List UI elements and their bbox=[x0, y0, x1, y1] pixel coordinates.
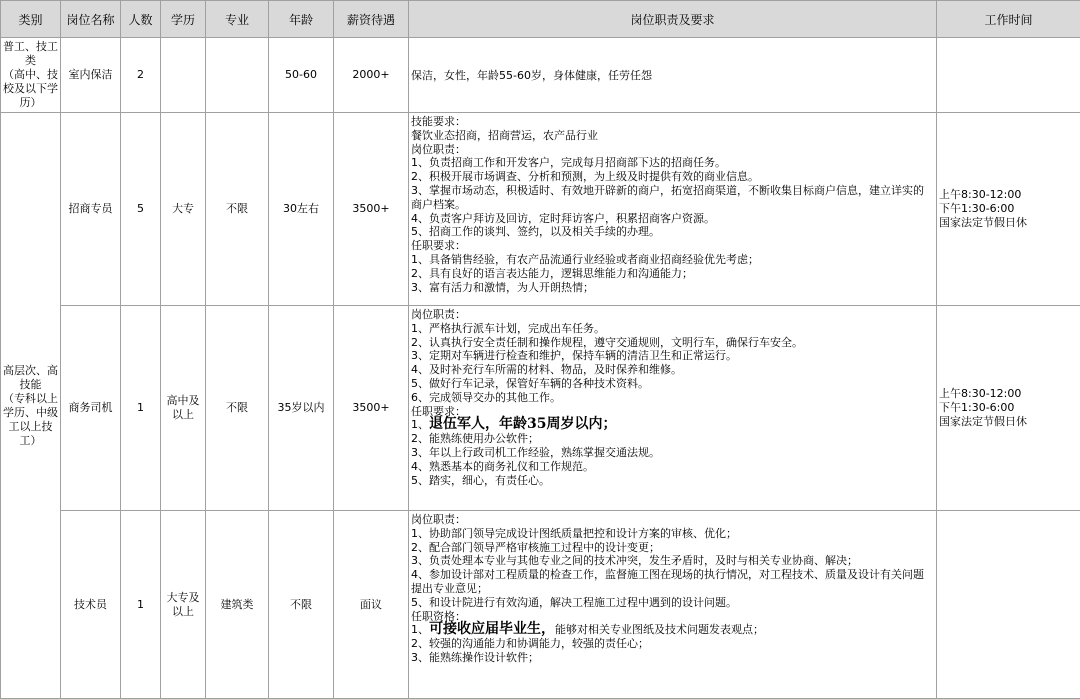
major-cell: 不限 bbox=[206, 306, 269, 511]
duty-line: 餐饮业态招商，招商营运，农产品行业 bbox=[411, 128, 598, 142]
position-cell: 招商专员 bbox=[61, 113, 121, 306]
hours-line: 下午1:30-6:00 bbox=[939, 202, 1015, 215]
header-hours: 工作时间 bbox=[937, 1, 1080, 38]
header-duties: 岗位职责及要求 bbox=[409, 1, 937, 38]
duty-line: 3、年以上行政司机工作经验，熟练掌握交通法规。 bbox=[411, 445, 660, 459]
duty-line: 4、及时补充行车所需的材料、物品，及时保养和维修。 bbox=[411, 363, 682, 377]
education-cell bbox=[161, 38, 206, 113]
hours-cell bbox=[937, 306, 1080, 511]
duty-line: 2、能熟练使用办公软件； bbox=[411, 432, 539, 446]
duty-line: 保洁，女性，年龄55-60岁，身体健康，任劳任怨 bbox=[411, 69, 652, 83]
age-cell: 30左右 bbox=[269, 113, 334, 306]
duty-line: 任职要求： bbox=[411, 404, 466, 418]
duty-line: 岗位职责： bbox=[411, 142, 466, 156]
duty-line: 任职要求： bbox=[411, 239, 466, 253]
count-cell: 1 bbox=[121, 511, 161, 699]
education-cell: 大专 bbox=[161, 113, 206, 306]
header-row bbox=[1, 1, 1080, 38]
position-cell: 商务司机 bbox=[61, 306, 121, 511]
major-cell bbox=[206, 38, 269, 113]
duty-line: 3、掌握市场动态，积极适时、有效地开辟新的商户，拓宽招商渠道，不断收集目标商户信息，建立详实的商户档案。 bbox=[411, 183, 924, 211]
education-cell: 高中及以上 bbox=[161, 306, 206, 511]
duty-line: 岗位职责： bbox=[411, 513, 466, 526]
hours-line: 下午1:30-6:00 bbox=[939, 401, 1015, 414]
salary-cell: 面议 bbox=[334, 511, 409, 699]
duty-line: 1、可接收应届毕业生，能够对相关专业图纸及技术问题发表观点； bbox=[411, 621, 764, 638]
header-age: 年龄 bbox=[269, 1, 334, 38]
table-row bbox=[1, 113, 1080, 306]
hours-line: 上午8:30-12:00 bbox=[939, 188, 1022, 201]
duty-line: 4、负责客户拜访及回访，定时拜访客户，积累招商客户资源。 bbox=[411, 211, 715, 225]
duty-line: 2、积极开展市场调查、分析和预测，为上级及时提供有效的商业信息。 bbox=[411, 170, 759, 184]
duty-line: 1、负责招商工作和开发客户，完成每月招商部下达的招商任务。 bbox=[411, 156, 726, 170]
education-cell: 大专及以上 bbox=[161, 511, 206, 699]
header-education: 学历 bbox=[161, 1, 206, 38]
table-row bbox=[1, 511, 1080, 699]
duty-line: 1、具备销售经验，有农产品流通行业经验或者商业招商经验优先考虑； bbox=[411, 252, 759, 266]
duty-line: 1、退伍军人，年龄35周岁以内； bbox=[411, 416, 617, 433]
duty-line: 5、做好行车记录，保管好车辆的各种技术资料。 bbox=[411, 376, 649, 390]
major-cell: 不限 bbox=[206, 113, 269, 306]
table-row bbox=[1, 38, 1080, 113]
duty-line: 3、负责处理本专业与其他专业之间的技术冲突，发生矛盾时，及时与相关专业协商、解决； bbox=[411, 554, 858, 568]
hours-line: 国家法定节假日休 bbox=[939, 415, 1027, 428]
header-major: 专业 bbox=[206, 1, 269, 38]
duty-line: 2、配合部门领导严格审核施工过程中的设计变更； bbox=[411, 540, 660, 554]
count-cell: 2 bbox=[121, 38, 161, 113]
duty-line: 2、具有良好的语言表达能力，逻辑思维能力和沟通能力； bbox=[411, 266, 693, 280]
count-cell: 5 bbox=[121, 113, 161, 306]
duty-line: 岗位职责： bbox=[411, 308, 466, 321]
salary-cell: 3500+ bbox=[334, 113, 409, 306]
duty-line: 4、熟悉基本的商务礼仪和工作规范。 bbox=[411, 459, 594, 473]
duty-line: 4、参加设计部对工程质量的检查工作，监督施工图在现场的执行情况，对工程技术、质量及设计有关问题提出专业意见； bbox=[411, 568, 924, 595]
duty-line: 1、协助部门领导完成设计图纸质量把控和设计方案的审核、优化； bbox=[411, 526, 737, 540]
count-cell: 1 bbox=[121, 306, 161, 511]
age-cell: 50-60 bbox=[269, 38, 334, 113]
major-cell: 建筑类 bbox=[206, 511, 269, 699]
header-count: 人数 bbox=[121, 1, 161, 38]
age-cell: 35岁以内 bbox=[269, 306, 334, 511]
duty-line: 1、严格执行派车计划，完成出车任务。 bbox=[411, 321, 605, 335]
duty-line: 2、较强的沟通能力和协调能力，较强的责任心； bbox=[411, 637, 649, 651]
duty-line: 2、认真执行安全责任制和操作规程，遵守交通规则，文明行车，确保行车安全。 bbox=[411, 335, 803, 349]
age-cell: 不限 bbox=[269, 511, 334, 699]
duties-cell bbox=[409, 38, 937, 113]
duties-cell bbox=[409, 511, 937, 699]
duty-line: 3、定期对车辆进行检查和维护，保持车辆的清洁卫生和正常运行。 bbox=[411, 349, 737, 363]
duty-line: 任职资格： bbox=[411, 609, 466, 623]
hours-cell bbox=[937, 511, 1080, 699]
table-row bbox=[1, 306, 1080, 511]
duty-line: 5、和设计院进行有效沟通，解决工程施工过程中遇到的设计问题。 bbox=[411, 595, 737, 609]
hours-line: 国家法定节假日休 bbox=[939, 216, 1027, 229]
header-salary: 薪资待遇 bbox=[334, 1, 409, 38]
category-cell: 普工、技工类 （高中、技校及以下学历） bbox=[1, 38, 61, 113]
duty-line: 3、富有活力和激情，为人开朗热情； bbox=[411, 280, 594, 294]
hours-cell bbox=[937, 38, 1080, 113]
hours-cell bbox=[937, 113, 1080, 306]
duty-line: 5、踏实，细心，有责任心。 bbox=[411, 473, 550, 487]
category-cell: 高层次、高技能 （专科以上学历、中级工以上技工） bbox=[1, 113, 61, 699]
position-cell: 室内保洁 bbox=[61, 38, 121, 113]
position-cell: 技术员 bbox=[61, 511, 121, 699]
duties-cell bbox=[409, 113, 937, 306]
duties-cell bbox=[409, 306, 937, 511]
duty-line: 5、招商工作的谈判、签约，以及相关手续的办理。 bbox=[411, 225, 660, 239]
duty-line: 3、能熟练操作设计软件； bbox=[411, 650, 539, 664]
header-category: 类别 bbox=[1, 1, 61, 38]
salary-cell: 2000+ bbox=[334, 38, 409, 113]
salary-cell: 3500+ bbox=[334, 306, 409, 511]
hours-line: 上午8:30-12:00 bbox=[939, 387, 1022, 400]
duty-line: 技能要求： bbox=[411, 115, 466, 128]
header-position: 岗位名称 bbox=[61, 1, 121, 38]
duty-line: 6、完成领导交办的其他工作。 bbox=[411, 390, 561, 404]
